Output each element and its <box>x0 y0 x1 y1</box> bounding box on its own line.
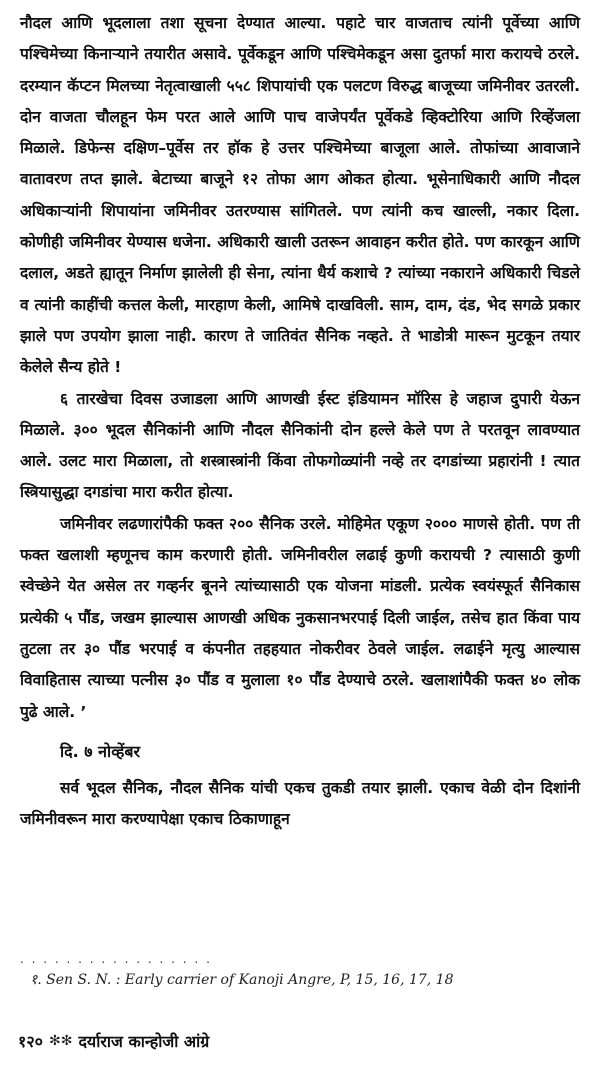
flourish-icon: ✻✻ <box>48 1033 73 1049</box>
paragraph-3: जमिनीवर लढणारांपैकी फक्त २०० सैनिक उरले. मोहिमेत एकूण २००० माणसे होती. पण ती फक्त खलाशी म्हणूनच काम करणारी होती. जमिनीवरील लढाई कुणी करायची ? त्यासाठी कुणी स्वेच्छेने येत असेल तर गव्हर्नर बूनने त्यांच्यासाठी एक योजना मांडली. प्रत्येक स्वयंस्फूर्त सैनिकास प्रत्येकी ५ पौंड, जखम झाल्यास आणखी अधिक नुकसानभरपाई दिली जाईल, तसेच हात किंवा पाय तुटला तर ३० पौंड भरपाई व कंपनीत तहहयात नोकरीवर ठेवले जाईल. लढाईने मृत्यु आल्यास विवाहितास त्याच्या पत्नीस ३० पौंड व मुलाला १० पौंड देण्याचे ठरले. खलाशांपैकी फक्त ४० लोक पुढे आले. ’ <box>20 514 580 721</box>
body-text <box>20 8 580 835</box>
footnote: १. Sen S. N. : Early carrier of Kanoji Angre, P, 15, 16, 17, 18 <box>30 972 454 988</box>
paragraph-2: ६ तारखेचा दिवस उजाडला आणि आणखी ईस्ट इंडियामन मॉरिस हे जहाज दुपारी येऊन मिळाले. ३०० भूदल सैनिकांनी आणि नौदल सैनिकांनी दोन हल्ले केले पण ते परतवून लावण्यात आले. उलट मारा मिळाला, तो शस्त्रास्त्रांनी किंवा तोफगोळ्यांनी नव्हे तर दगडांच्या प्रहारांनी ! त्यात स्त्रियासुद्धा दगडांचा मारा करीत होत्या. <box>20 389 580 502</box>
book-title: दर्याराज कान्होजी आंग्रे <box>78 1032 210 1051</box>
date-heading: दि. ७ नोव्हेंबर <box>60 741 141 761</box>
page-footer <box>18 1030 209 1052</box>
page-number: १२० <box>18 1032 43 1051</box>
footnote-separator: . . . . . . . . . . . . . . . . . <box>20 952 212 966</box>
closing-paragraph: सर्व भूदल सैनिक, नौदल सैनिक यांची एकच तुकडी तयार झाली. एकाच वेळी दोन दिशांनी जमिनीवरून मारा करण्यापेक्षा एकाच ठिकाणाहून <box>20 778 580 829</box>
paragraph-1: नौदल आणि भूदलाला तशा सूचना देण्यात आल्या. पहाटे चार वाजताच त्यांनी पूर्वेच्या आणि पश्चिमेच्या किनाऱ्याने तयारीत असावे. पूर्वेकडून आणि पश्चिमेकडून असा दुतर्फा मारा करायचे ठरले. दरम्यान कॅप्टन मिलच्या नेतृत्वाखाली ५५८ शिपायांची एक पलटण विरुद्ध बाजूच्या जमिनीवर उतरली. दोन वाजता चौलहून फेम परत आले आणि पाच वाजेपर्यंत पूर्वेकडे व्हिक्टोरिया आणि रिव्हेंजला मिळाले. डिफेन्स दक्षिण–पूर्वेस तर हॉक हे उत्तर पश्चिमेच्या बाजूला आले. तोफांच्या आवाजाने वातावरण तप्त झाले. बेटाच्या बाजूने १२ तोफा आग ओकत होत्या. भूसेनाधिकारी आणि नौदल अधिकाऱ्यांनी शिपायांना जमिनीवर उतरण्यास सांगितले. पण त्यांनी कच खाल्ली, नकार दिला. कोणीही जमिनीवर येण्यास धजेना. अधिकारी खाली उतरून आवाहन करीत होते. पण कारकून आणि दलाल, अडते ह्यातून निर्माण झालेली ही सेना, त्यांना धैर्य कशाचे ? त्यांच्या नकाराने अधिकारी चिडले व त्यांनी काहींची कत्तल केली, मारहाण केली, आमिषे दाखविली. साम, दाम, दंड, भेद सगळे प्रकार झाले पण उपयोग झाला नाही. कारण ते जातिवंत सैनिक नव्हते. ते भाडोत्री मारून मुटकून तयार केलेले सैन्य होते ! <box>20 14 580 377</box>
